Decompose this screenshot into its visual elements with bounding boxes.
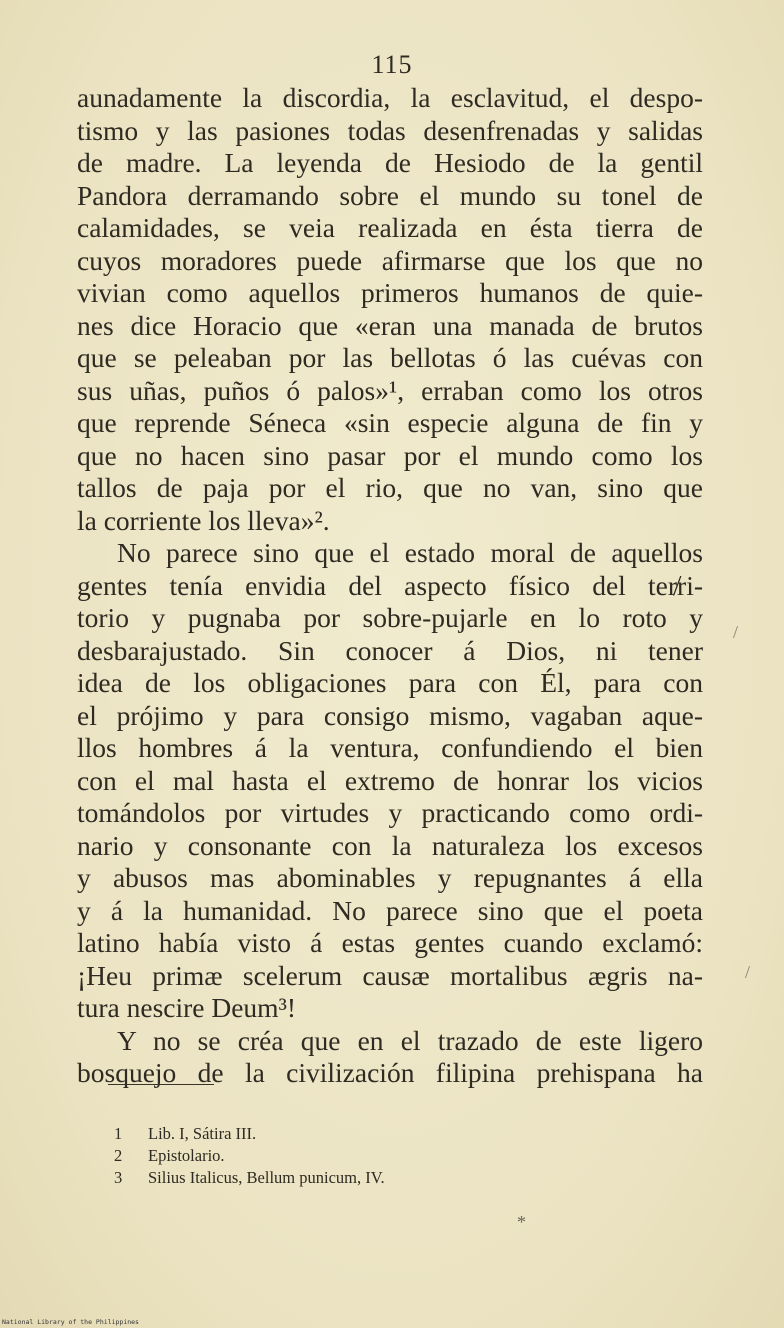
text-line: torio y pugnaba por sobre-pujarle en lo roto y [77, 602, 703, 633]
star-mark: * [517, 1212, 526, 1232]
margin-speck: / [745, 962, 751, 982]
text-line: idea de los obligaciones para con Él, para con [77, 667, 703, 698]
footnote-1 [114, 1123, 385, 1145]
text-line: tismo y las pasiones todas desenfrenadas y salidas [77, 114, 703, 146]
text-line: Pandora derramando sobre el mundo su tonel de [77, 179, 703, 211]
margin-speck: / [733, 622, 739, 642]
text-line: nes dice Horacio que «eran una manada de brutos [77, 309, 703, 341]
text-line: y abusos mas abominables y repugnantes á ella [77, 862, 703, 893]
footnote-text: Lib. I, Sátira III. [148, 1124, 257, 1143]
text-line: latino había visto á estas gentes cuando exclamó: [77, 927, 703, 958]
text-line: nario y consonante con la naturaleza los excesos [77, 829, 703, 861]
text-line: tura nescire Deum³! [77, 992, 296, 1023]
footnote-number: 1 [114, 1124, 123, 1143]
text-line: calamidades, se veia realizada en ésta tierra de [77, 212, 703, 243]
text-line: con el mal hasta el extremo de honrar los vicios [77, 764, 703, 796]
footnote-rule [108, 1084, 214, 1085]
paragraph-start-line: No parece sino que el estado moral de aquellos [117, 537, 703, 568]
text-line: gentes tenía envidia del aspecto físico del ter̸ri- [77, 569, 703, 601]
paragraph-start-line: Y no se créa que en el trazado de este ligero [117, 1024, 703, 1056]
footnote-number: 2 [114, 1146, 123, 1165]
footnote-3 [114, 1167, 385, 1189]
footnote-text: Silius Italicus, Bellum punicum, IV. [148, 1168, 385, 1187]
text-line: desbarajustado. Sin conocer á Dios, ni tener [77, 634, 703, 666]
text-line: el prójimo y para consigo mismo, vagaban aque- [77, 699, 703, 731]
text-line: la corriente los lleva»². [77, 504, 330, 536]
text-line: tomándolos por virtudes y practicando como ordi- [77, 797, 703, 828]
text-line: sus uñas, puños ó palos»¹, erraban como los otros [77, 374, 703, 406]
footnote-number: 3 [114, 1168, 123, 1187]
text-line: ¡Heu primæ scelerum causæ mortalibus ægris na- [77, 959, 703, 991]
body-text [77, 82, 703, 1090]
page-number: 115 [371, 50, 413, 79]
text-line: que no hacen sino pasar por el mundo como los [77, 439, 703, 471]
text-line: tallos de paja por el rio, que no van, sino que [77, 472, 703, 503]
text-line: llos hombres á la ventura, confundiendo el bien [77, 732, 703, 763]
footnotes [114, 1123, 385, 1189]
text-line: que se peleaban por las bellotas ó las cuévas con [77, 342, 703, 373]
footnote-2 [114, 1145, 385, 1167]
text-line: y á la humanidad. No parece sino que el poeta [77, 894, 703, 926]
text-line: vivian como aquellos primeros humanos de quie- [77, 277, 703, 308]
text-line: aunadamente la discordia, la esclavitud, el despo- [77, 82, 703, 113]
footnote-text: Epistolario. [148, 1146, 225, 1165]
library-watermark: National Library of the Philippines [2, 1318, 139, 1326]
text-line: bosquejo de la civilización filipina prehispana ha [77, 1057, 703, 1088]
text-line: que reprende Séneca «sin especie alguna de fin y [77, 407, 703, 438]
text-line: cuyos moradores puede afirmarse que los que no [77, 244, 703, 276]
text-line: de madre. La leyenda de Hesiodo de la gentil [77, 147, 703, 178]
